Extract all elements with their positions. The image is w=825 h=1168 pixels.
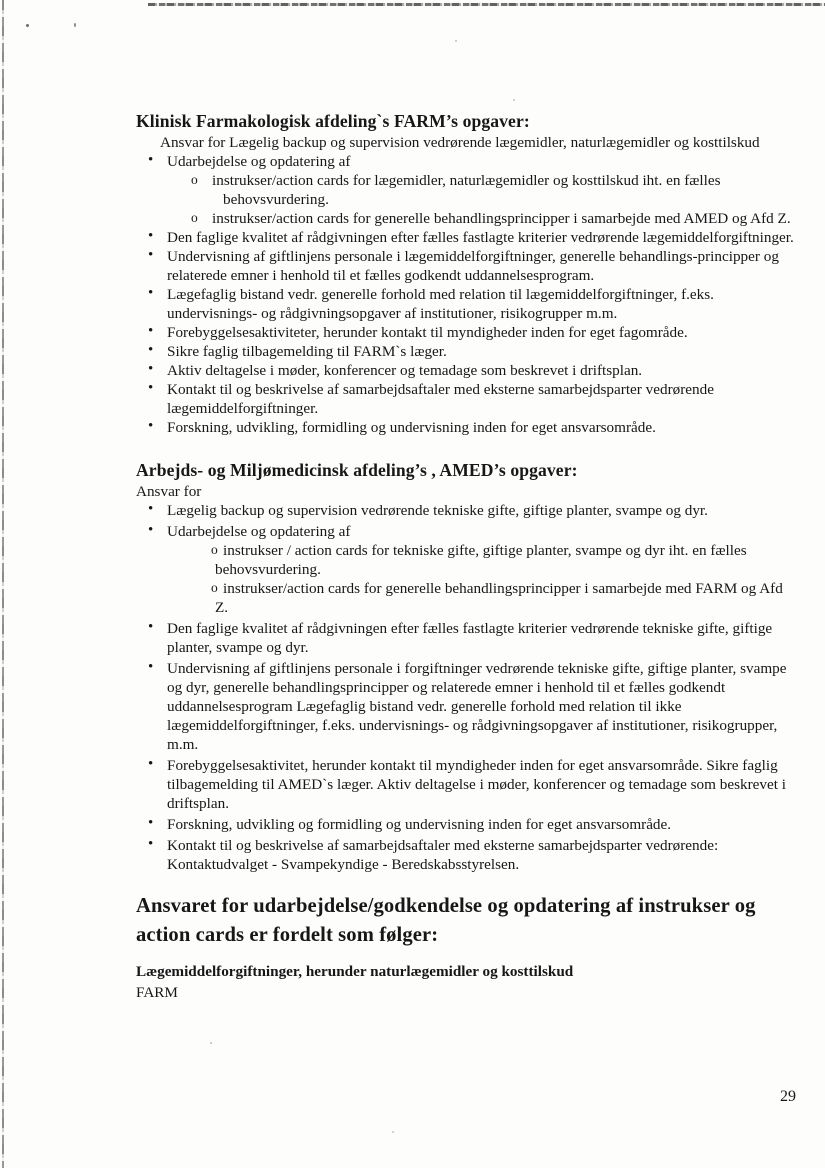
list-item: • Den faglige kvalitet af rådgivningen efter fælles fastlagte kriterier vedrørende lægemiddelforgiftninger. <box>136 228 797 247</box>
list-item: • Forskning, udvikling, formidling og undervisning inden for eget ansvarsområde. <box>136 418 797 437</box>
list-item: • Forebyggelsesaktiviteter, herunder kontakt til myndigheder inden for eget fagområde. <box>136 323 797 342</box>
section-assignment <box>136 892 797 1002</box>
list-item: • Undervisning af giftlinjens personale i forgiftninger vedrørende tekniske gifte, giftige planter, svampe og dyr, generelle behandlingsprincipper og relaterede emner i henhold til et fælles godkendt uddannelsesprogram Lægefaglig bistand vedr. generelle forhold med relation til ikke lægemiddelforgiftninger, f.eks. undervisnings- og rådgivningsopgaver af institutioner, risikogrupper, m.m. <box>136 659 797 754</box>
scan-speck <box>455 40 457 42</box>
list-item: • Undervisning af giftlinjens personale i lægemiddelforgiftninger, generelle behandlings-principper og relaterede emner i henhold til et fælles godkendt uddannelsesprogram. <box>136 247 797 285</box>
list-item-text: Udarbejdelse og opdatering af <box>167 153 351 170</box>
list-item: • Den faglige kvalitet af rådgivningen efter fælles fastlagte kriterier vedrørende tekniske gifte, giftige planter, svampe og dyr. <box>136 619 797 657</box>
page-number: 29 <box>780 1088 796 1105</box>
list-item: • Lægelig backup og supervision vedrørende tekniske gifte, giftige planter, svampe og dyr. <box>136 501 797 520</box>
assignment-owner: FARM <box>136 984 178 1001</box>
scan-speck <box>74 23 76 27</box>
list-item: • Lægefaglig bistand vedr. generelle forhold med relation til lægemiddelforgiftninger, f.eks. undervisnings- og rådgivningsopgaver af institutioner, risikogrupper m.m. <box>136 285 797 323</box>
farm-section-heading: Klinisk Farmakologisk afdeling`s FARM’s opgaver: <box>136 111 530 131</box>
amed-section-heading: Arbejds- og Miljømedicinsk afdeling’s , AMED’s opgaver: <box>136 460 578 480</box>
page-content <box>136 110 797 1002</box>
amed-intro-text: Ansvar for <box>136 483 202 500</box>
assignment-category-heading: Lægemiddelforgiftninger, herunder naturlægemidler og kosttilskud <box>136 963 574 980</box>
list-item: • Kontakt til og beskrivelse af samarbejdsaftaler med eksterne samarbejdsparter vedrørende lægemiddelforgiftninger. <box>136 380 797 418</box>
farm-sub-list <box>167 171 797 228</box>
list-item <box>136 522 797 617</box>
sub-list-item: o instrukser/action cards for generelle behandlingsprincipper i samarbejde med FARM og Afd Z. <box>167 579 797 617</box>
section-amed <box>136 459 797 874</box>
scan-top-edge-artifact <box>148 3 825 6</box>
scan-speck <box>513 99 515 101</box>
list-item: • Forebyggelsesaktivitet, herunder kontakt til myndigheder inden for eget ansvarsområde. Sikre faglig tilbagemelding til AMED`s læger. Aktiv deltagelse i møder, konferencer og temadage som beskrevet i driftsplan. <box>136 756 797 813</box>
amed-sub-list <box>167 541 797 617</box>
assignment-heading: Ansvaret for udarbejdelse/godkendelse og opdatering af instrukser og action cards er fordelt som følger: <box>136 895 756 946</box>
amed-bullet-list <box>136 501 797 874</box>
sub-list-item: o instrukser / action cards for tekniske gifte, giftige planter, svampe og dyr iht. en fælles behovsvurdering. <box>167 541 797 579</box>
list-item: • Kontakt til og beskrivelse af samarbejdsaftaler med eksterne samarbejdsparter vedrørende: Kontaktudvalget - Svampekyndige - Beredskabsstyrelsen. <box>136 836 797 874</box>
farm-bullet-list <box>136 152 797 437</box>
list-item: • Forskning, udvikling og formidling og undervisning inden for eget ansvarsområde. <box>136 815 797 834</box>
list-item <box>136 152 797 228</box>
scan-speck <box>26 24 29 27</box>
list-item: • Aktiv deltagelse i møder, konferencer og temadage som beskrevet i driftsplan. <box>136 361 797 380</box>
sub-list-item: o instrukser/action cards for lægemidler, naturlægemidler og kosttilskud iht. en fælles behovsvurdering. <box>167 171 797 209</box>
farm-intro-text: Ansvar for Lægelig backup og supervision vedrørende lægemidler, naturlægemidler og kosttilskud <box>160 134 760 151</box>
scan-speck <box>210 1042 212 1044</box>
section-farm <box>136 110 797 437</box>
list-item-text: Udarbejdelse og opdatering af <box>167 523 351 540</box>
list-item: • Sikre faglig tilbagemelding til FARM`s læger. <box>136 342 797 361</box>
scan-speck <box>392 1131 394 1133</box>
scan-left-edge-artifact <box>2 0 4 1168</box>
sub-list-item: o instrukser/action cards for generelle behandlingsprincipper i samarbejde med AMED og Afd Z. <box>167 209 797 228</box>
